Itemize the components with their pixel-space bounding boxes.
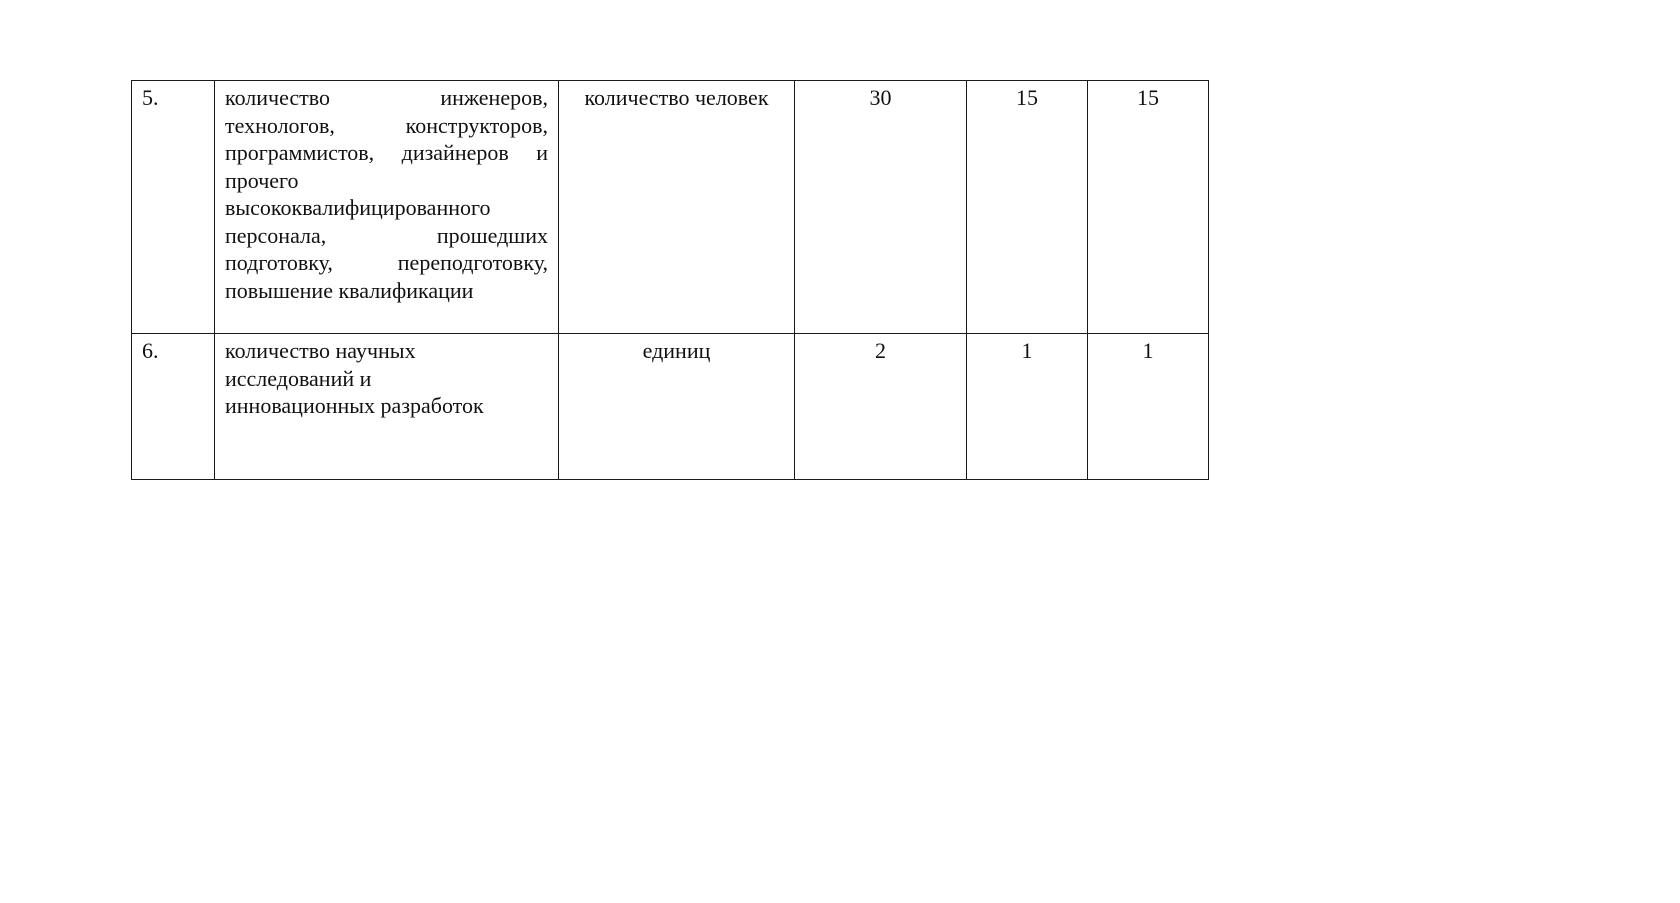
indicator-name-cell: количество инженеров, технологов, конструкторов, программистов, дизайнеров и прочего высококвалифицированного персонала, прошедших подготовку, переподготовку, повышение квалификации [215,81,559,334]
row-number-cell: 6. [132,334,215,480]
indicators-table [131,80,1209,480]
row-number-cell: 5. [132,81,215,334]
value-cell-3: 1 [1088,334,1209,480]
value-cell-2: 1 [967,334,1088,480]
value-cell-1: 2 [795,334,967,480]
value-cell-3: 15 [1088,81,1209,334]
unit-cell: количество человек [559,81,795,334]
value-cell-1: 30 [795,81,967,334]
unit-cell: единиц [559,334,795,480]
indicator-name-cell [215,334,559,480]
indicator-name-text: количество научных исследований и инновационных разработок [225,338,484,418]
table-row [132,81,1209,334]
value-cell-2: 15 [967,81,1088,334]
table-row [132,334,1209,480]
